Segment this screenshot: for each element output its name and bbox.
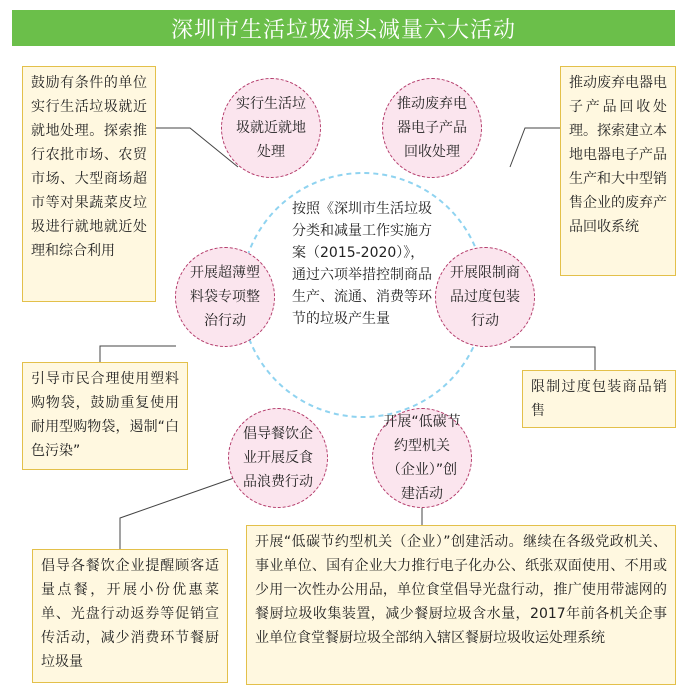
activity-circle-6 [372, 408, 472, 508]
activity-label: 推动废弃电器电子产品回收处理 [397, 96, 467, 160]
center-description: 按照《深圳市生活垃圾分类和减量工作实施方案（2015-2020）》，通过六项举措控制商品生产、流通、消费等环节的垃圾产生量 [292, 201, 432, 327]
activity-circle-5 [228, 408, 328, 508]
detail-box-5: 倡导各餐饮企业提醒顾客适量点餐，开展小份优惠菜单、光盘行动返券等促销宣传活动，减少消费环节餐厨垃圾量 [32, 549, 228, 683]
connector-2 [510, 128, 565, 167]
connector-5 [120, 478, 234, 552]
activity-circle-3 [175, 247, 275, 347]
activity-label: 开展限制商品过度包装行动 [450, 265, 520, 329]
detail-box-1: 鼓励有条件的单位实行生活垃圾就近就地处理。探索推行农批市场、农贸市场、大型商场超市等对果蔬菜皮垃圾进行就地就近处理和综合利用 [22, 66, 156, 302]
activity-circle-1 [221, 78, 321, 178]
page-title: 深圳市生活垃圾源头减量六大活动 [12, 10, 675, 46]
activity-label: 实行生活垃圾就近就地处理 [236, 96, 306, 160]
detail-box-4: 限制过度包装商品销售 [522, 370, 676, 428]
detail-box-6: 开展“低碳节约型机关（企业）”创建活动。继续在各级党政机关、事业单位、国有企业大力推行电子化办公、纸张双面使用、不用或少用一次性办公用品，单位食堂倡导光盘行动，推广使用带滤网的餐厨垃圾收集装置，减少餐厨垃圾含水量，2017年前各机关企事业单位食堂餐厨垃圾全部纳入辖区餐厨垃圾收运处理系统 [246, 525, 676, 685]
detail-box-3: 引导市民合理使用塑料购物袋，鼓励重复使用耐用型购物袋，遏制“白色污染” [22, 362, 188, 470]
activity-label: 倡导餐饮企业开展反食品浪费行动 [243, 426, 313, 490]
detail-box-2: 推动废弃电器电子产品回收处理。探索建立本地电器电子产品生产和大中型销售企业的废弃产品回收系统 [560, 66, 676, 276]
activity-circle-4 [435, 247, 535, 347]
connector-4 [510, 347, 595, 370]
activity-circle-2 [382, 78, 482, 178]
activity-label: 开展“低碳节约型机关（企业）”创建活动 [383, 414, 461, 502]
activity-label: 开展超薄塑料袋专项整治行动 [190, 265, 260, 329]
